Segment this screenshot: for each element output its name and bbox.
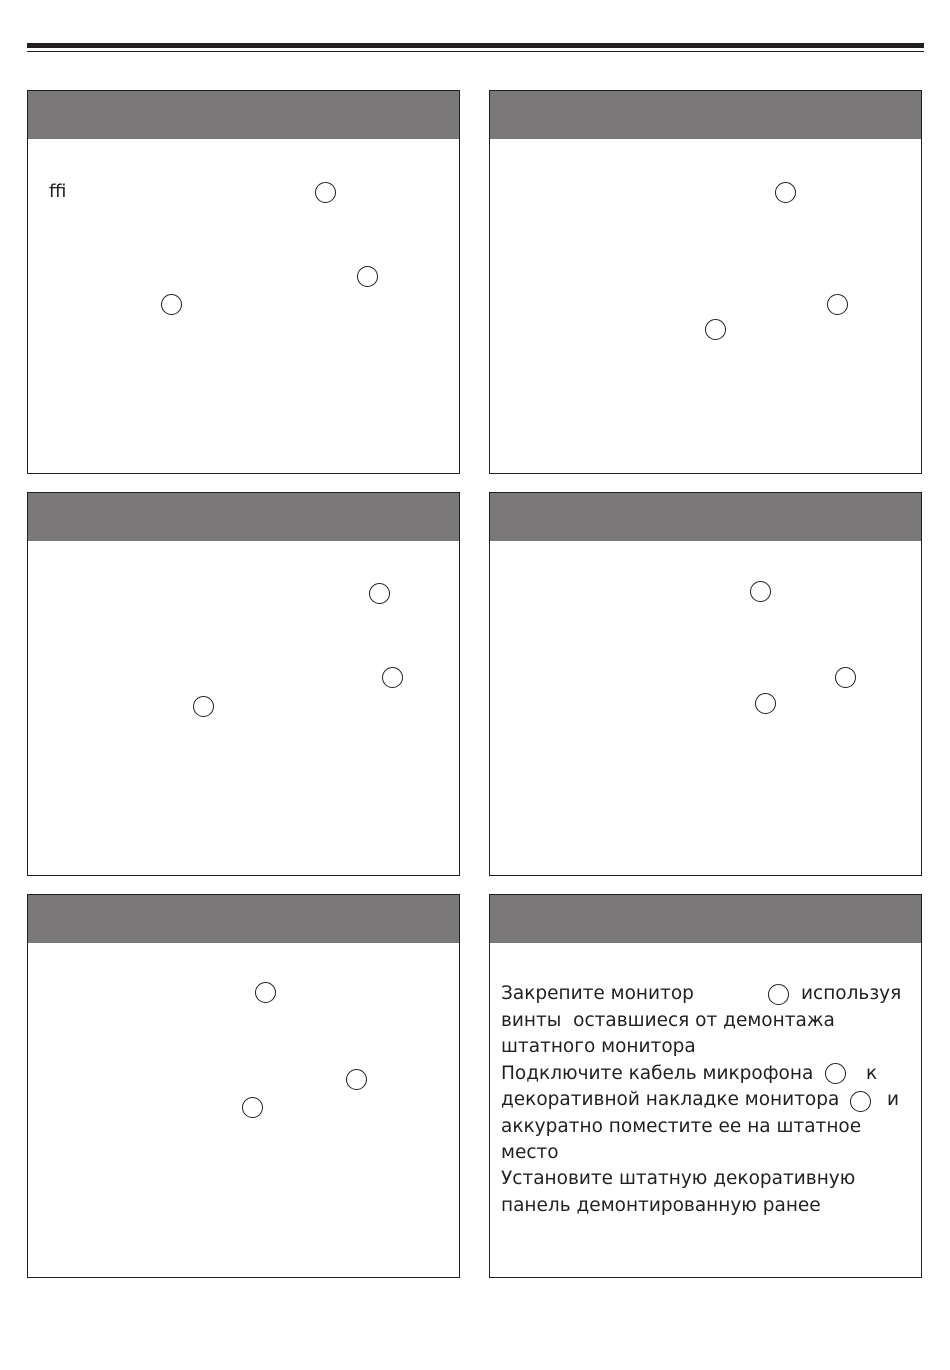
step-panel-2-header	[490, 91, 921, 139]
step-panel-6	[489, 894, 922, 1278]
instruction-line: панель демонтированную ранее	[501, 1195, 821, 1216]
callout-circle-marker	[382, 667, 403, 688]
step-panel-2	[489, 90, 922, 474]
callout-circle-marker	[768, 984, 789, 1005]
callout-circle-marker	[193, 696, 214, 717]
ligature-glyph: ﬃ	[49, 181, 67, 202]
instruction-line: Подключите кабель микрофона	[501, 1063, 814, 1084]
callout-circle-marker	[242, 1097, 263, 1118]
callout-circle-marker	[705, 319, 726, 340]
step-panel-3-header	[28, 493, 459, 541]
instruction-line: Закрепите монитор	[501, 983, 694, 1004]
instruction-line: место	[501, 1142, 559, 1163]
callout-circle-marker	[750, 581, 771, 602]
callout-circle-marker	[835, 667, 856, 688]
callout-circle-marker	[315, 182, 336, 203]
callout-circle-marker	[255, 982, 276, 1003]
instruction-line: штатного монитора	[501, 1036, 696, 1057]
header-rule-thick	[27, 43, 924, 48]
callout-circle-marker	[775, 182, 796, 203]
step-panel-5	[27, 894, 460, 1278]
step-panel-4-header	[490, 493, 921, 541]
instruction-line: декоративной накладке монитора	[501, 1089, 840, 1110]
step-panel-6-header	[490, 895, 921, 943]
callout-circle-marker	[357, 266, 378, 287]
callout-circle-marker	[755, 693, 776, 714]
step-panel-3	[27, 492, 460, 876]
callout-circle-marker	[369, 583, 390, 604]
header-rule-thin	[27, 51, 924, 52]
instruction-line: используя	[801, 983, 902, 1004]
step-panel-1	[27, 90, 460, 474]
step-panel-5-header	[28, 895, 459, 943]
instruction-line: аккуратно поместите ее на штатное	[501, 1116, 862, 1137]
step-panel-4	[489, 492, 922, 876]
callout-circle-marker	[161, 294, 182, 315]
callout-circle-marker	[850, 1091, 871, 1112]
instruction-line: и	[887, 1089, 900, 1110]
callout-circle-marker	[346, 1069, 367, 1090]
instruction-line: винты оставшиеся от демонтажа	[501, 1010, 835, 1031]
step-panel-1-header	[28, 91, 459, 139]
callout-circle-marker	[827, 294, 848, 315]
callout-circle-marker	[825, 1063, 846, 1084]
instruction-line: к	[866, 1063, 878, 1084]
instruction-line: Установите штатную декоративную	[501, 1168, 856, 1189]
